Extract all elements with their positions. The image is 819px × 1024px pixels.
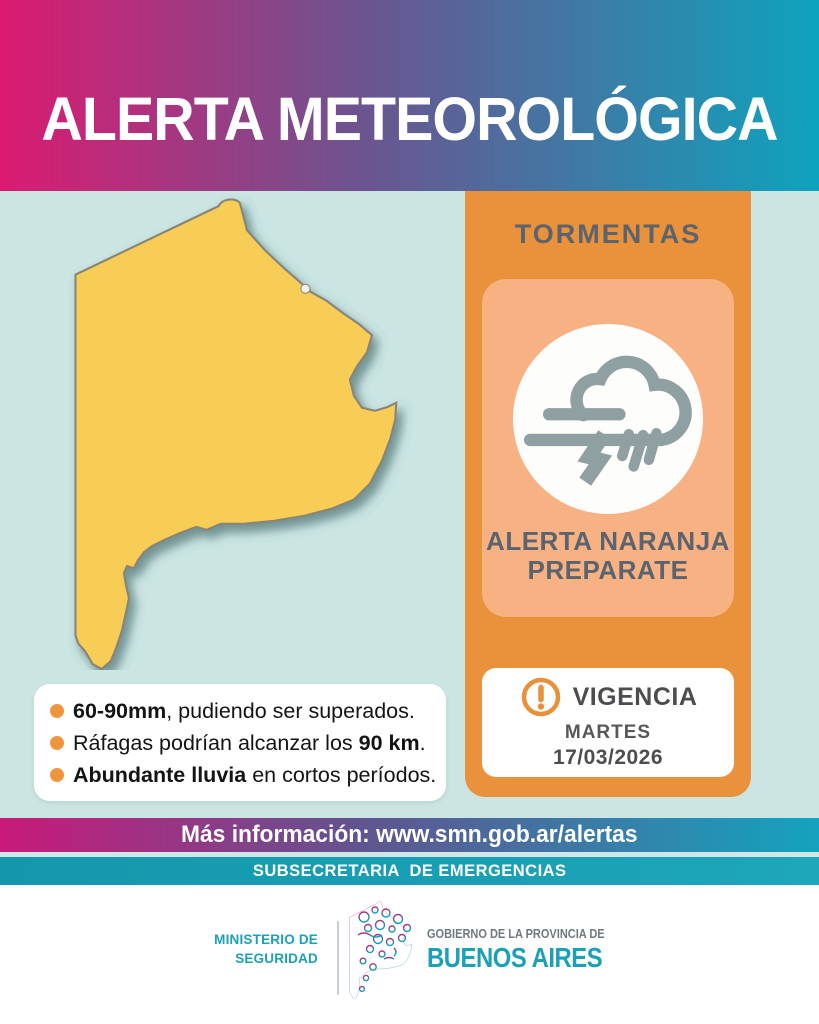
vigencia-label: VIGENCIA — [572, 682, 698, 711]
alert-detail-item — [50, 762, 446, 788]
info-bar — [0, 818, 819, 852]
government-logo-text — [427, 927, 633, 974]
alert-detail-text: 60-90mm, pudiendo ser superados. — [73, 698, 415, 723]
bullet-dot-icon — [50, 704, 64, 718]
province-emblem-icon — [348, 901, 422, 1001]
province-border — [75, 199, 396, 669]
gov-line2: BUENOS AIRES — [427, 942, 603, 973]
alert-details-list — [34, 684, 446, 801]
rain-slash — [649, 433, 657, 460]
warning-icon — [519, 675, 563, 719]
alert-detail-text: Ráfagas podrían alcanzar los 90 km. — [73, 730, 426, 755]
province-map — [66, 196, 442, 670]
rain-slash — [622, 434, 629, 456]
footer-divider — [337, 921, 339, 995]
alert-type-label: TORMENTAS — [514, 219, 702, 249]
bullet-dot-icon — [50, 768, 64, 782]
city-marker — [301, 284, 310, 293]
header-banner — [0, 0, 819, 191]
alert-detail-item — [50, 730, 446, 756]
footer — [0, 885, 819, 1024]
poster-title: ALERTA METEOROLÓGICA — [41, 85, 778, 153]
info-bar-text: Más información: www.smn.gob.ar/alertas — [181, 821, 638, 848]
alert-detail-item — [50, 698, 446, 724]
subsecretaria-bar — [0, 857, 819, 885]
subsecretaria-text: SUBSECRETARIA DE EMERGENCIAS — [252, 861, 567, 880]
vigencia-date: 17/03/2026 — [552, 746, 664, 769]
alert-level-line1: ALERTA NARANJA — [486, 526, 730, 556]
ministry-logo-text — [150, 931, 318, 969]
vigencia-card — [482, 668, 734, 777]
ministry-line2: SEGURIDAD — [235, 950, 318, 966]
cloud-outline — [577, 362, 686, 440]
ministry-line1: MINISTERIO DE — [214, 932, 318, 947]
alert-level-panel — [482, 279, 734, 617]
alert-level-line2: PREPARATE — [527, 555, 689, 585]
alert-level-text — [482, 527, 734, 585]
gov-line1: GOBIERNO DE LA PROVINCIA DE — [427, 927, 605, 941]
alert-type-panel — [465, 191, 751, 797]
bullet-dot-icon — [50, 736, 64, 750]
vigencia-day: MARTES — [564, 722, 652, 743]
storm-icon-circle — [513, 324, 703, 514]
storm-icon — [513, 324, 703, 514]
alert-detail-text: Abundante lluvia en cortos períodos. — [73, 762, 437, 787]
